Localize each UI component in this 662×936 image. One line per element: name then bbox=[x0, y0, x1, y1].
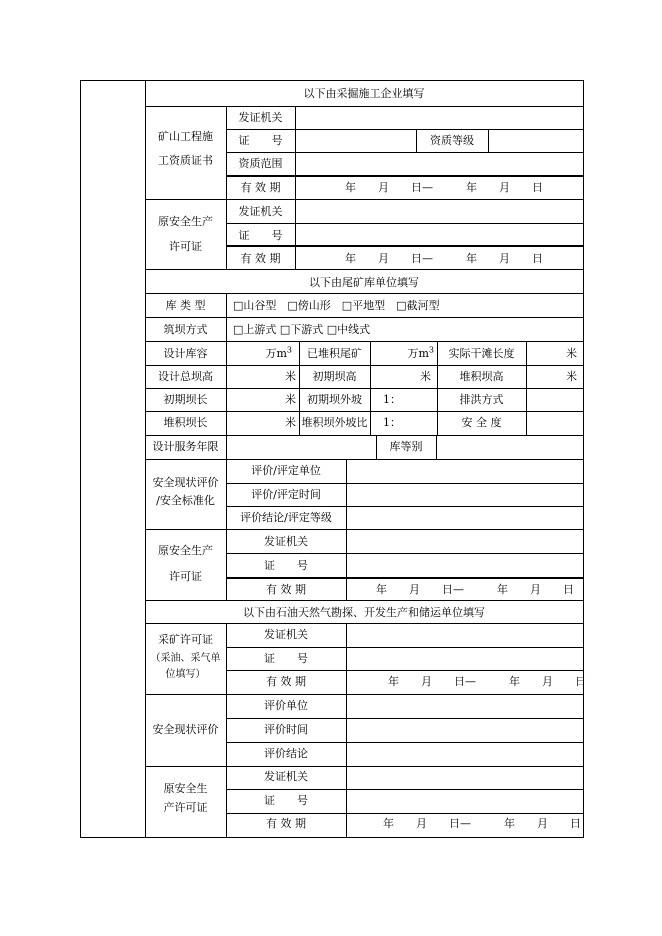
mining-issuer-label: 发证机关 bbox=[238, 111, 283, 124]
oil-eval-result-label: 评价结论 bbox=[264, 747, 308, 760]
stacked-tailings-unit[interactable]: 万$m^3$ bbox=[407, 345, 434, 360]
stack-outer-slope-ratio[interactable]: 1： bbox=[383, 416, 401, 429]
tailings-issuer-field[interactable] bbox=[346, 535, 583, 549]
initial-dam-height-label: 初期坝高 bbox=[312, 370, 357, 383]
mining-permit-note-line2: 位填写） bbox=[165, 669, 206, 680]
tailings-header: 以下由尾矿库单位填写 bbox=[309, 276, 419, 289]
oil-eval-time-field[interactable] bbox=[346, 723, 583, 737]
mining-orig-permit-label-line1: 原安全生产 bbox=[158, 215, 213, 228]
tailings-type-options[interactable]: □山谷型 □傍山形 □平地型 □截河型 bbox=[233, 299, 440, 312]
oil-orig-validity-value[interactable]: 年 月 日— 年 月 日 bbox=[383, 817, 581, 830]
mining-qual-label-line1: 矿山工程施 bbox=[158, 130, 213, 143]
oil-issuer-label: 发证机关 bbox=[264, 628, 308, 641]
dry-beach-length-unit[interactable]: 米 bbox=[566, 347, 577, 360]
mining-scope-field[interactable] bbox=[295, 157, 583, 171]
mining-grade-field[interactable] bbox=[488, 134, 583, 148]
tailings-orig-permit-label-line2: 许可证 bbox=[169, 570, 202, 583]
oil-orig-permit-label-line1: 原安全生 bbox=[163, 782, 208, 795]
left-blank-column bbox=[81, 81, 146, 837]
oil-eval-unit-label: 评价单位 bbox=[264, 699, 308, 712]
oil-eval-result-field[interactable] bbox=[346, 747, 583, 761]
initial-dam-height-unit[interactable]: 米 bbox=[420, 370, 431, 383]
stacked-tailings-label: 已堆积尾矿 bbox=[307, 347, 362, 360]
oil-orig-cert-no-field[interactable] bbox=[346, 794, 583, 808]
tailings-dam-method-options[interactable]: □上游式 □下游式 □中线式 bbox=[233, 323, 371, 336]
oil-eval-time-label: 评价时间 bbox=[264, 723, 308, 736]
oil-cert-no-label: 证 号 bbox=[264, 652, 308, 665]
oil-issuer-field[interactable] bbox=[346, 628, 583, 642]
tailings-validity-value[interactable]: 年 月 日— 年 月 日 bbox=[376, 583, 574, 596]
tailings-eval-unit-label: 评价/评定单位 bbox=[251, 464, 321, 477]
reservoir-grade-field[interactable] bbox=[436, 440, 583, 454]
mining-orig-cert-no-field[interactable] bbox=[295, 229, 583, 243]
total-dam-height-unit[interactable]: 米 bbox=[285, 370, 296, 383]
mining-issuer-field[interactable] bbox=[295, 112, 583, 126]
mining-qual-label-line2: 工资质证书 bbox=[158, 154, 213, 167]
mining-scope-label: 资质范围 bbox=[238, 157, 283, 170]
mining-orig-validity-value[interactable]: 年 月 日— 年 月 日 bbox=[345, 252, 543, 265]
mining-orig-cert-no-label: 证 号 bbox=[238, 229, 283, 242]
oil-validity-value[interactable]: 年 月 日— 年 月 日 bbox=[388, 675, 586, 688]
oil-eval-label: 安全现状评价 bbox=[152, 723, 219, 736]
tailings-dam-method-label: 筑坝方式 bbox=[163, 323, 208, 336]
tailings-eval-time-label: 评价/评定时间 bbox=[251, 488, 321, 501]
service-life-field[interactable] bbox=[226, 440, 376, 454]
design-capacity-label: 设计库容 bbox=[163, 347, 208, 360]
service-life-label: 设计服务年限 bbox=[152, 440, 219, 453]
initial-outer-slope-label: 初期坝外坡 bbox=[307, 393, 362, 406]
tailings-cert-no-label: 证 号 bbox=[264, 559, 308, 572]
mining-permit-note-line1: （采油、采气单 bbox=[150, 653, 221, 664]
mining-header: 以下由采掘施工企业填写 bbox=[303, 87, 425, 100]
tailings-orig-permit-label-line1: 原安全生产 bbox=[158, 544, 213, 557]
stack-dam-length-unit[interactable]: 米 bbox=[285, 416, 296, 429]
initial-dam-length-unit[interactable]: 米 bbox=[285, 393, 296, 406]
mining-grade-label: 资质等级 bbox=[430, 134, 474, 147]
oil-validity-label: 有 效 期 bbox=[266, 675, 306, 688]
reservoir-grade-label: 库等别 bbox=[389, 440, 423, 453]
mining-orig-issuer-label: 发证机关 bbox=[238, 205, 283, 218]
tailings-eval-result-field[interactable] bbox=[346, 511, 583, 525]
oil-eval-unit-field[interactable] bbox=[346, 699, 583, 713]
oil-orig-issuer-field[interactable] bbox=[346, 770, 583, 784]
mining-permit-label: 采矿许可证 bbox=[158, 633, 213, 646]
mining-orig-issuer-field[interactable] bbox=[295, 205, 583, 219]
initial-dam-length-label: 初期坝长 bbox=[163, 393, 208, 406]
oil-orig-validity-label: 有 效 期 bbox=[266, 817, 306, 830]
flood-discharge-field[interactable] bbox=[526, 393, 583, 407]
mining-validity-label: 有 效 期 bbox=[240, 181, 281, 194]
initial-outer-slope-ratio[interactable]: 1： bbox=[383, 393, 401, 406]
oil-orig-permit-label-line2: 产许可证 bbox=[163, 801, 208, 814]
mining-cert-no-label: 证 号 bbox=[238, 134, 283, 147]
stack-outer-slope-label: 堆积坝外坡比 bbox=[301, 416, 368, 429]
tailings-cert-no-field[interactable] bbox=[346, 559, 583, 573]
oil-orig-cert-no-label: 证 号 bbox=[264, 794, 308, 807]
tailings-eval-label-line1: 安全现状评价 bbox=[152, 476, 219, 489]
tailings-type-label: 库 类 型 bbox=[165, 299, 206, 312]
stack-dam-height-unit[interactable]: 米 bbox=[566, 370, 577, 383]
stack-dam-length-label: 堆积坝长 bbox=[163, 416, 208, 429]
tailings-eval-result-label: 评价结论/评定等级 bbox=[240, 511, 332, 524]
mining-orig-validity-label: 有 效 期 bbox=[240, 252, 281, 265]
license-form-table bbox=[80, 80, 584, 838]
tailings-issuer-label: 发证机关 bbox=[264, 535, 308, 548]
tailings-eval-label-line2: /安全标准化 bbox=[156, 494, 215, 507]
safety-level-label: 安 全 度 bbox=[461, 416, 502, 429]
safety-level-field[interactable] bbox=[526, 416, 583, 430]
mining-cert-no-field[interactable] bbox=[295, 134, 416, 148]
tailings-eval-time-field[interactable] bbox=[346, 488, 583, 502]
mining-validity-value[interactable]: 年 月 日— 年 月 日 bbox=[345, 181, 543, 194]
dry-beach-length-label: 实际干滩长度 bbox=[448, 347, 515, 360]
tailings-validity-label: 有 效 期 bbox=[266, 583, 306, 596]
mining-orig-permit-label-line2: 许可证 bbox=[169, 240, 202, 253]
oil-cert-no-field[interactable] bbox=[346, 652, 583, 666]
flood-discharge-label: 排洪方式 bbox=[459, 393, 504, 406]
oil-orig-issuer-label: 发证机关 bbox=[264, 770, 308, 783]
stack-dam-height-label: 堆积坝高 bbox=[459, 370, 504, 383]
design-capacity-unit[interactable]: 万$m^3$ bbox=[265, 345, 292, 360]
tailings-eval-unit-field[interactable] bbox=[346, 464, 583, 478]
oil-gas-header: 以下由石油天然气勘探、开发生产和储运单位填写 bbox=[243, 606, 485, 619]
total-dam-height-label: 设计总坝高 bbox=[158, 370, 213, 383]
